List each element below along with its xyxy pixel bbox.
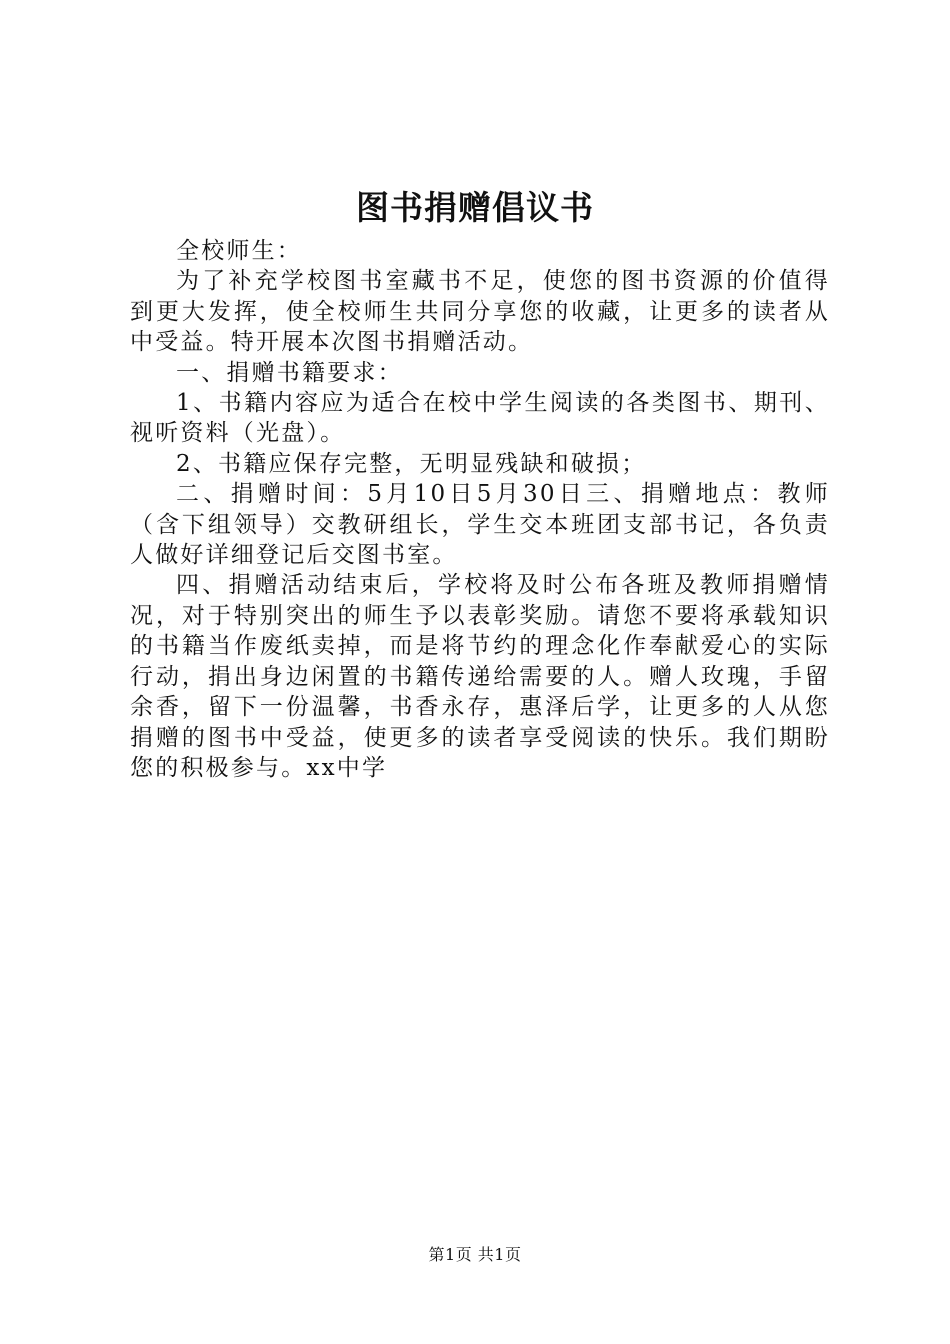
intro-paragraph: 为了补充学校图书室藏书不足，使您的图书资源的价值得到更大发挥，使全校师生共同分享您的收藏，让更多的读者从中受益。特开展本次图书捐赠活动。 (130, 268, 830, 356)
requirement-item-2: 2、书籍应保存完整，无明显残缺和破损； (176, 450, 647, 477)
page-footer: 第1页 共1页 (428, 1245, 522, 1264)
requirement-item-1: 1、书籍内容应为适合在校中学生阅读的各类图书、期刊、视听资料（光盘）。 (130, 390, 830, 447)
closing-paragraph: 四、捐赠活动结束后，学校将及时公布各班及教师捐赠情况，对于特别突出的师生予以表彰奖励。请您不要将承载知识的书籍当作废纸卖掉，而是将节约的理念化作奉献爱心的实际行动，捐出身边闲置的书籍传递给需要的人。赠人玫瑰，手留余香，留下一份温馨，书香永存，惠泽后学，让更多的人从您捐赠的图书中受益，使更多的读者享受阅读的快乐。我们期盼您的积极参与。xx中学 (130, 572, 830, 781)
time-location-paragraph: 二、捐赠时间：5月10日5月30日三、捐赠地点：教师（含下组领导）交教研组长，学生交本班团支部书记，各负责人做好详细登记后交图书室。 (130, 481, 830, 569)
document-title: 图书捐赠倡议书 (356, 188, 594, 227)
section-heading-requirements: 一、捐赠书籍要求： (176, 359, 403, 386)
salutation: 全校师生： (176, 238, 302, 264)
document-body (130, 236, 830, 783)
